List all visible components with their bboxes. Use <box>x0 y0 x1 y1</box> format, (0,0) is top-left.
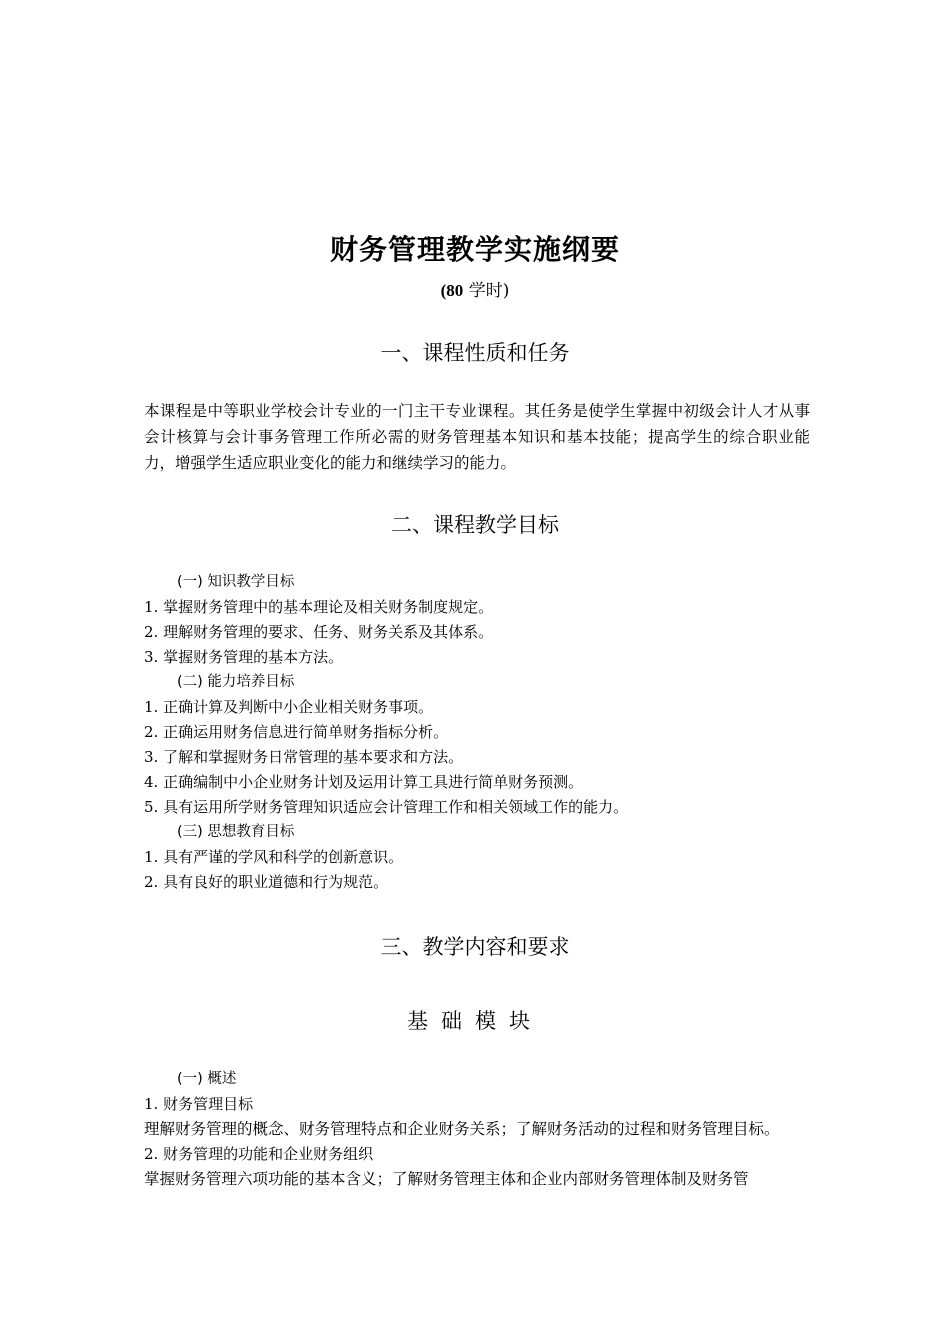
goal-group-title: (二) 能力培养目标 <box>177 674 295 690</box>
list-item: 1. 掌握财务管理中的基本理论及相关财务制度规定。 <box>144 598 494 616</box>
document-title: 财务管理教学实施纲要 <box>329 233 620 266</box>
section-heading-3: 三、教学内容和要求 <box>380 935 570 959</box>
module-item-title: 2. 财务管理的功能和企业财务组织 <box>144 1145 374 1163</box>
hours-unit: 学时) <box>468 281 510 301</box>
module-content <box>144 1067 824 1192</box>
list-item: 2. 理解财务管理的要求、任务、财务关系及其体系。 <box>144 623 494 641</box>
module-item-text: 掌握财务管理六项功能的基本含义；了解财务管理主体和企业内部财务管理体制及财务管 <box>144 1170 749 1188</box>
goals-list <box>144 570 824 895</box>
list-item: 1. 具有严谨的学风和科学的创新意识。 <box>144 848 404 866</box>
module-item-title: 1. 财务管理目标 <box>144 1095 254 1113</box>
goal-group-title: (三) 思想教育目标 <box>177 824 295 840</box>
goal-group-title: (一) 知识教学目标 <box>177 574 295 590</box>
list-item: 1. 正确计算及判断中小企业相关财务事项。 <box>144 698 434 716</box>
list-item: 4. 正确编制中小企业财务计划及运用计算工具进行简单财务预测。 <box>144 773 584 791</box>
hours-number: (80 <box>440 281 464 300</box>
list-item: 3. 掌握财务管理的基本方法。 <box>144 648 344 666</box>
list-item: 2. 具有良好的职业道德和行为规范。 <box>144 873 389 891</box>
document-subtitle <box>0 276 950 301</box>
module-item-text: 理解财务管理的概念、财务管理特点和企业财务关系；了解财务活动的过程和财务管理目标。 <box>144 1120 780 1138</box>
overview-title: (一) 概述 <box>177 1071 237 1087</box>
section-heading-1: 一、课程性质和任务 <box>380 341 570 365</box>
list-item: 5. 具有运用所学财务管理知识适应会计管理工作和相关领域工作的能力。 <box>144 798 629 816</box>
list-item: 2. 正确运用财务信息进行简单财务指标分析。 <box>144 723 449 741</box>
intro-paragraph: 本课程是中等职业学校会计专业的一门主干专业课程。其任务是使学生掌握中初级会计人才从事会计核算与会计事务管理工作所必需的财务管理基本知识和基本技能；提高学生的综合职业能力，增强学生适应职业变化的能力和继续学习的能力。 <box>144 402 810 472</box>
module-title: 基础模块 <box>407 1009 543 1033</box>
section-heading-2: 二、课程教学目标 <box>391 513 559 537</box>
list-item: 3. 了解和掌握财务日常管理的基本要求和方法。 <box>144 748 464 766</box>
